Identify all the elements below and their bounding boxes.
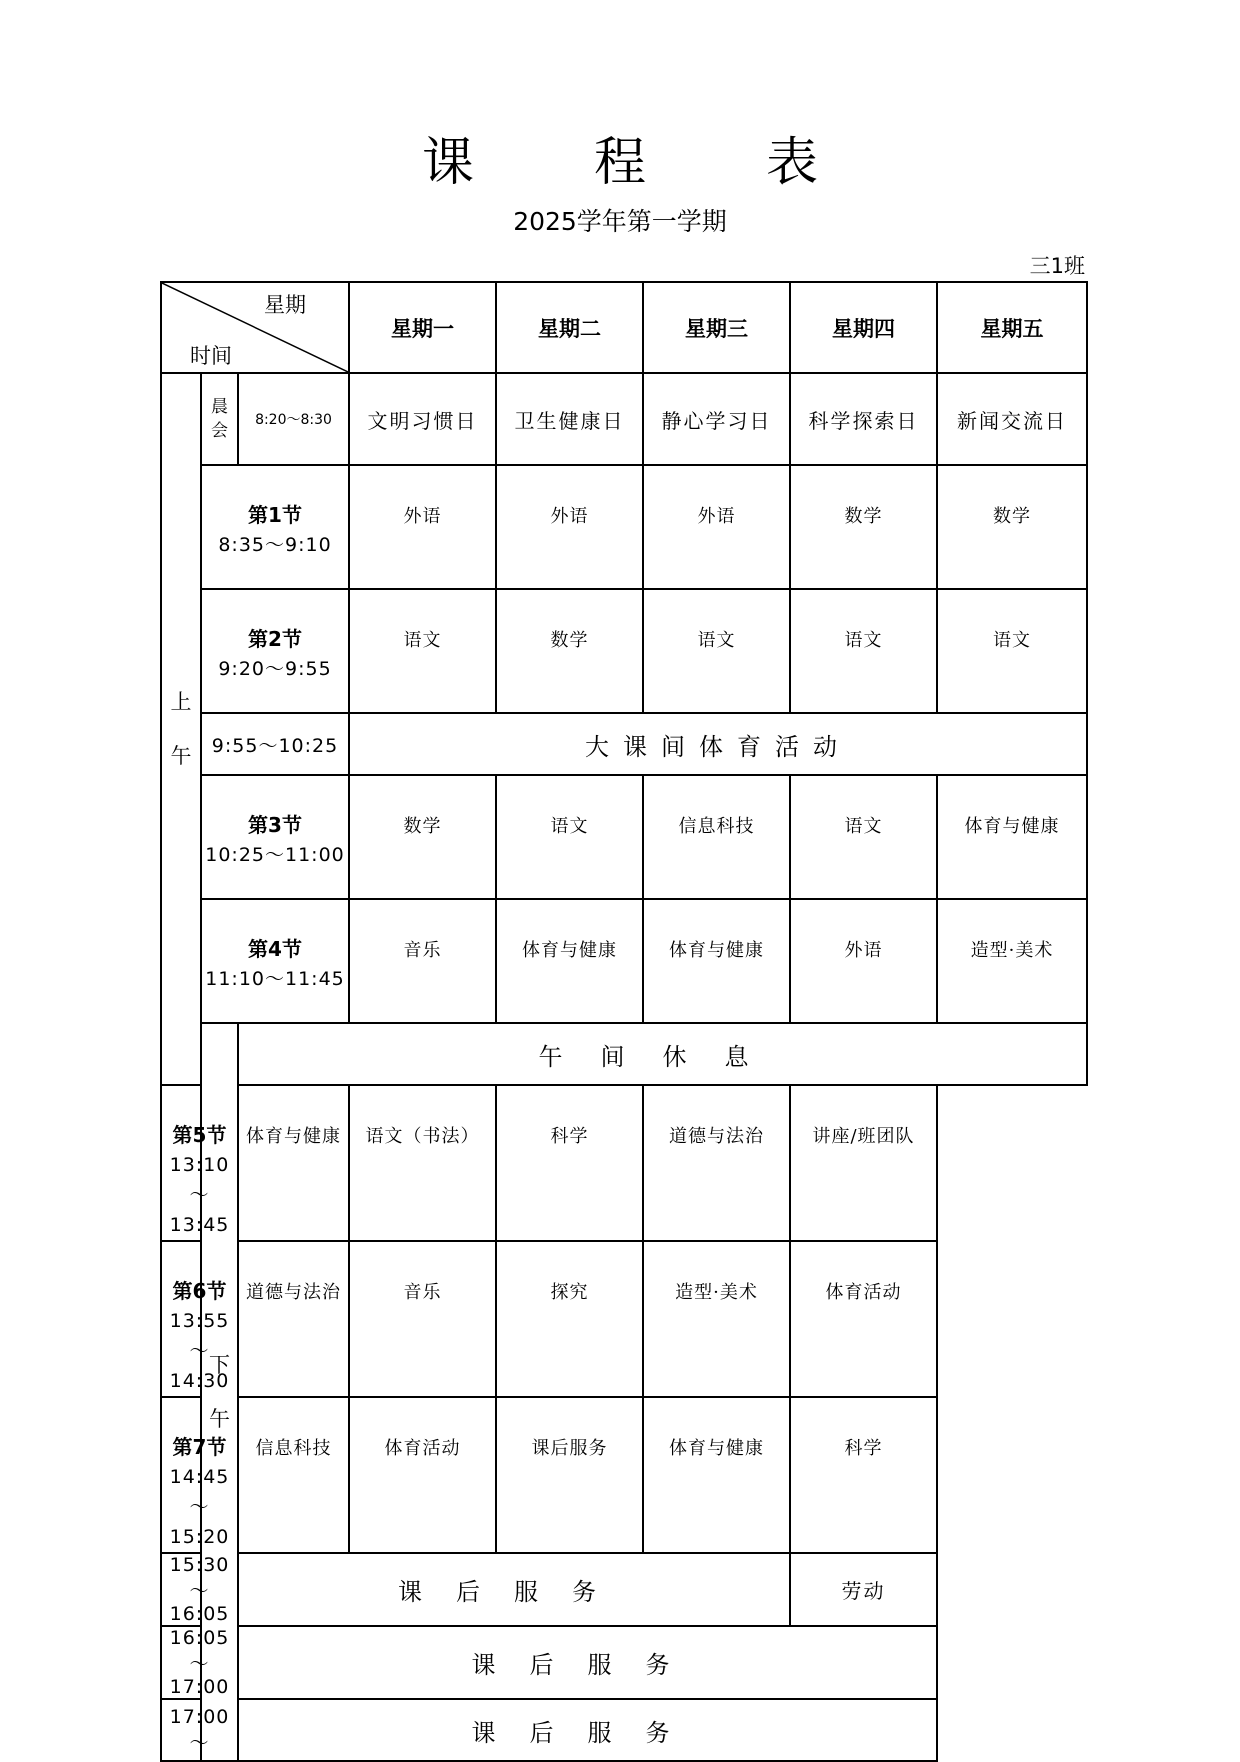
period-label xyxy=(201,899,349,1023)
class-cell: 课后服务 xyxy=(496,1397,643,1553)
semester-subtitle: 2025学年第一学期 xyxy=(513,207,727,236)
day-header: 星期三 xyxy=(643,282,790,373)
class-cell: 音乐 xyxy=(349,899,496,1023)
break-time: 9:55～10:25 xyxy=(201,713,349,775)
period-time: 13:10～13:45 xyxy=(169,1154,230,1236)
after-school-time: 15:30～16:05 xyxy=(161,1553,238,1626)
class-cell: 语文 xyxy=(790,589,937,713)
day-header: 星期一 xyxy=(349,282,496,373)
corner-header xyxy=(161,282,349,373)
class-cell: 外语 xyxy=(643,465,790,589)
after-school-label: 课后服务 xyxy=(238,1553,790,1626)
class-cell: 道德与法治 xyxy=(238,1241,349,1397)
class-cell: 音乐 xyxy=(349,1241,496,1397)
timetable xyxy=(160,281,1088,1762)
class-cell: 造型·美术 xyxy=(643,1241,790,1397)
morning-meeting-time: 8:20～8:30 xyxy=(238,373,349,465)
day-header: 星期四 xyxy=(790,282,937,373)
class-cell: 体育与健康 xyxy=(937,775,1087,899)
class-cell: 语文 xyxy=(643,589,790,713)
morning-label xyxy=(161,373,201,1085)
class-cell: 语文 xyxy=(349,589,496,713)
lunch-break-label: 午间休息 xyxy=(238,1023,1087,1085)
class-cell: 体育活动 xyxy=(790,1241,937,1397)
title-char: 表 xyxy=(766,133,819,193)
class-cell: 信息科技 xyxy=(643,775,790,899)
morning-text: 上 午 xyxy=(170,690,192,768)
class-cell: 数学 xyxy=(937,465,1087,589)
period-time: 11:10～11:45 xyxy=(205,968,345,990)
period-time: 9:20～9:55 xyxy=(218,658,332,680)
morning-topic: 新闻交流日 xyxy=(937,373,1087,465)
period-label xyxy=(201,465,349,589)
period-number: 第2节 xyxy=(248,627,302,651)
class-cell: 信息科技 xyxy=(238,1397,349,1553)
class-cell: 语文 xyxy=(937,589,1087,713)
class-cell: 数学 xyxy=(349,775,496,899)
after-school-time: 17:00～ xyxy=(161,1699,238,1761)
class-cell: 外语 xyxy=(496,465,643,589)
afternoon-text: 下 午 xyxy=(209,1353,230,1431)
period-time: 10:25～11:00 xyxy=(205,844,345,866)
morning-meeting-label: 晨会 xyxy=(201,373,238,465)
period-number: 第1节 xyxy=(248,503,302,527)
class-cell: 语文 xyxy=(496,775,643,899)
period-number: 第7节 xyxy=(172,1435,227,1459)
morning-topic: 文明习惯日 xyxy=(349,373,496,465)
class-cell: 语文 xyxy=(790,775,937,899)
corner-time-label: 时间 xyxy=(190,344,232,368)
class-cell: 造型·美术 xyxy=(937,899,1087,1023)
morning-topic: 静心学习日 xyxy=(643,373,790,465)
class-cell: 体育活动 xyxy=(349,1397,496,1553)
class-cell: 体育与健康 xyxy=(238,1085,349,1241)
period-time: 14:45～15:20 xyxy=(169,1466,230,1548)
class-cell: 科学 xyxy=(790,1397,937,1553)
morning-topic: 科学探索日 xyxy=(790,373,937,465)
title-char: 课 xyxy=(421,133,474,193)
corner-week-label: 星期 xyxy=(264,293,307,317)
class-cell: 体育与健康 xyxy=(496,899,643,1023)
after-school-label: 课后服务 xyxy=(238,1699,937,1761)
period-label xyxy=(161,1241,238,1397)
after-school-time: 16:05～17:00 xyxy=(161,1626,238,1699)
period-number: 第6节 xyxy=(172,1279,227,1303)
period-label xyxy=(161,1085,238,1241)
day-header: 星期五 xyxy=(937,282,1087,373)
class-cell: 外语 xyxy=(790,899,937,1023)
period-label xyxy=(201,775,349,899)
class-cell: 数学 xyxy=(790,465,937,589)
class-cell: 外语 xyxy=(349,465,496,589)
big-break-label: 大课间体育活动 xyxy=(349,713,1087,775)
period-label xyxy=(201,589,349,713)
class-name: 三1班 xyxy=(1029,254,1085,278)
day-header: 星期二 xyxy=(496,282,643,373)
class-cell: 体育与健康 xyxy=(643,899,790,1023)
after-school-label: 课后服务 xyxy=(238,1626,937,1699)
class-cell: 探究 xyxy=(496,1241,643,1397)
morning-topic: 卫生健康日 xyxy=(496,373,643,465)
class-cell: 讲座/班团队 xyxy=(790,1085,937,1241)
class-cell: 体育与健康 xyxy=(643,1397,790,1553)
period-time: 13:55～14:30 xyxy=(169,1310,230,1392)
period-time: 8:35～9:10 xyxy=(218,534,332,556)
friday-labor-cell: 劳动 xyxy=(790,1553,937,1626)
period-number: 第3节 xyxy=(248,813,302,837)
period-number: 第5节 xyxy=(172,1123,227,1147)
class-cell: 科学 xyxy=(496,1085,643,1241)
class-cell: 语文（书法） xyxy=(349,1085,496,1241)
period-number: 第4节 xyxy=(248,937,302,961)
page-title xyxy=(0,128,1240,198)
class-cell: 数学 xyxy=(496,589,643,713)
class-cell: 道德与法治 xyxy=(643,1085,790,1241)
title-char: 程 xyxy=(593,133,646,193)
